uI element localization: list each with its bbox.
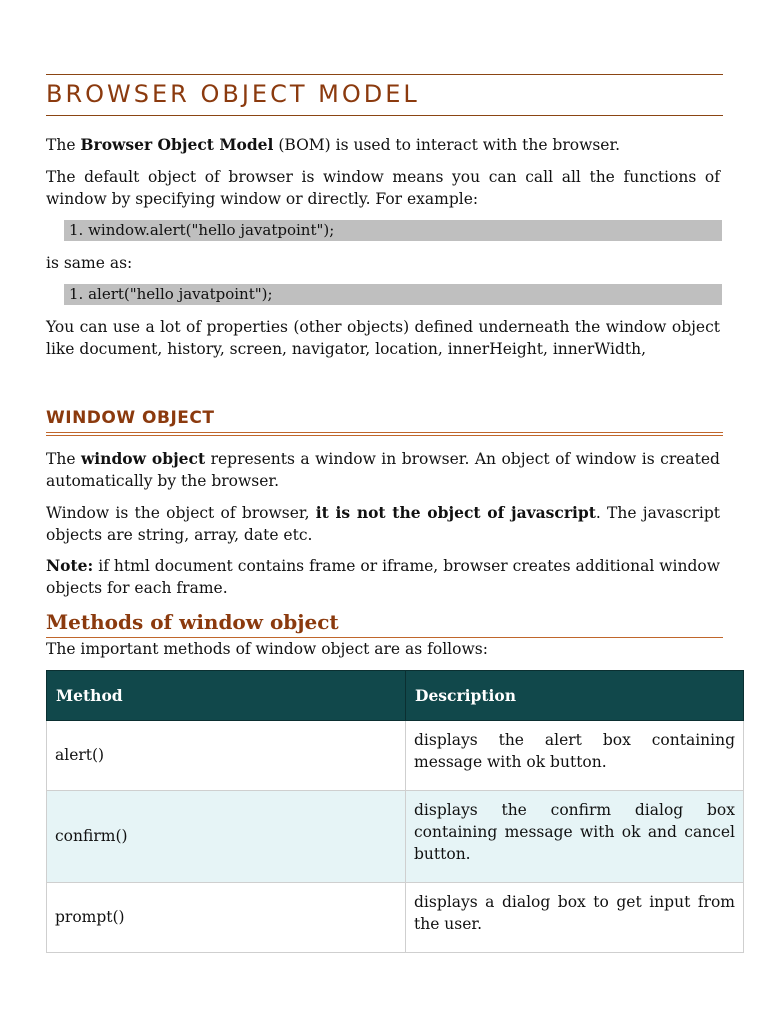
note-label: Note: (46, 556, 94, 575)
methods-intro: The important methods of window object are as follows: (46, 640, 488, 658)
header-description: Description (406, 671, 744, 721)
title-rule-bottom (46, 115, 723, 116)
intro-paragraph-2: The default object of browser is window means you can call all the functions of window by specifying window or directly. For example: (46, 168, 720, 208)
code-block-window-alert: 1. window.alert("hello javatpoint"); (64, 220, 722, 241)
methods-heading: Methods of window object (46, 610, 339, 634)
window-paragraph-1: The window object represents a window in browser. An object of window is created automatically by the browser. (46, 449, 720, 490)
window-object-heading: WINDOW OBJECT (46, 408, 215, 428)
methods-table (46, 670, 744, 953)
method-cell: prompt() (47, 883, 406, 953)
table-row (47, 791, 744, 883)
window-paragraph-2: Window is the object of browser, it is not the object of javascript. The javascript objects are string, array, date etc. (46, 503, 720, 544)
intro-paragraph-3: You can use a lot of properties (other objects) defined underneath the window object like document, history, screen, navigator, location, innerHeight, innerWidth, (46, 318, 720, 358)
intro-paragraph-1: The Browser Object Model (BOM) is used to interact with the browser. (46, 135, 621, 154)
window-object-rule (46, 432, 723, 436)
same-as-text: is same as: (46, 254, 133, 272)
page-title: BROWSER OBJECT MODEL (46, 80, 420, 108)
not-javascript-bold: it is not the object of javascript (315, 503, 596, 522)
description-cell: displays a dialog box to get input from the user. (406, 883, 744, 953)
description-cell: displays the confirm dialog box containing message with ok and cancel button. (406, 791, 744, 883)
description-cell: displays the alert box containing message with ok button. (406, 721, 744, 791)
bom-bold-term: Browser Object Model (80, 135, 274, 154)
table-row (47, 721, 744, 791)
method-cell: confirm() (47, 791, 406, 883)
method-cell: alert() (47, 721, 406, 791)
note-paragraph: Note: if html document contains frame or iframe, browser creates additional window objects for each frame. (46, 556, 720, 597)
table-row (47, 883, 744, 953)
table-header-row (47, 671, 744, 721)
code-block-alert: 1. alert("hello javatpoint"); (64, 284, 722, 305)
title-rule-top (46, 74, 723, 75)
window-object-bold-term: window object (80, 449, 206, 468)
header-method: Method (47, 671, 406, 721)
